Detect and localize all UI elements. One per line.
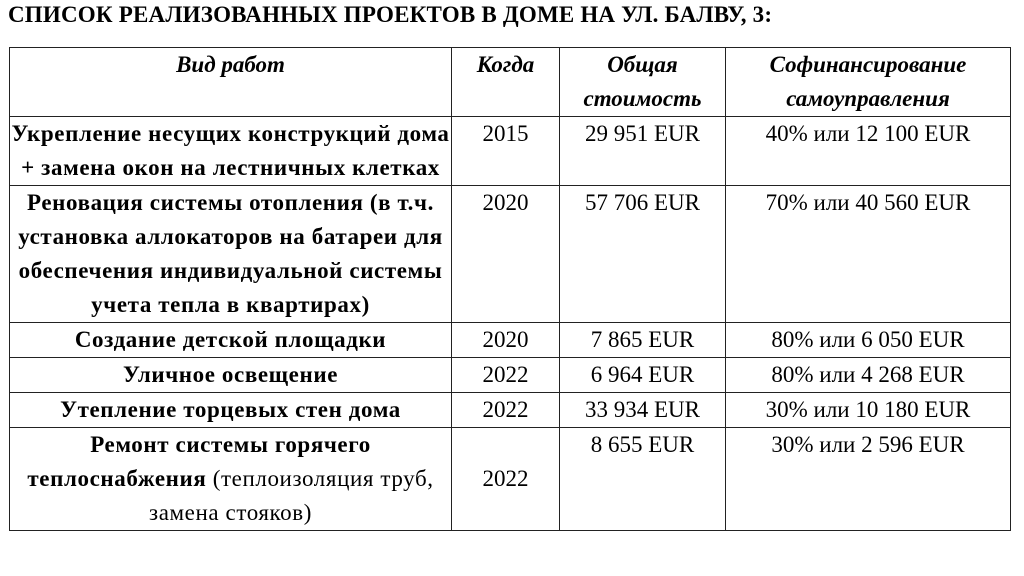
table-row (10, 393, 1011, 428)
header-when: Когда (452, 48, 560, 117)
work-note: (теплоизоляция труб, замена стояков) (149, 466, 434, 525)
cost-cell: 8 655 EUR (560, 428, 726, 531)
cost-cell: 29 951 EUR (560, 117, 726, 186)
table-header-row (10, 48, 1011, 117)
work-title: Ремонт системы горячего теплоснабжения (27, 432, 371, 491)
year-cell: 2020 (452, 323, 560, 358)
year-cell: 2015 (452, 117, 560, 186)
table-row (10, 358, 1011, 393)
cost-cell: 7 865 EUR (560, 323, 726, 358)
work-cell: Уличное освещение (10, 358, 452, 393)
table-row (10, 117, 1011, 186)
header-cost: Общая стоимость (560, 48, 726, 117)
work-cell: Укрепление несущих конструкций дома + замена окон на лестничных клетках (10, 117, 452, 186)
cost-cell: 57 706 EUR (560, 186, 726, 323)
cost-cell: 6 964 EUR (560, 358, 726, 393)
cofinancing-cell: 80% или 4 268 EUR (726, 358, 1011, 393)
cofinancing-cell: 30% или 2 596 EUR (726, 428, 1011, 531)
work-cell: Реновация системы отопления (в т.ч. установка аллокаторов на батареи для обеспечения индивидуальной системы учета тепла в квартирах) (10, 186, 452, 323)
year-cell: 2022 (452, 393, 560, 428)
year-cell: 2022 (452, 358, 560, 393)
cofinancing-cell: 40% или 12 100 EUR (726, 117, 1011, 186)
page-title: СПИСОК РЕАЛИЗОВАННЫХ ПРОЕКТОВ В ДОМЕ НА УЛ. БАЛВУ, 3: (8, 2, 773, 27)
year-cell: 2020 (452, 186, 560, 323)
cost-cell: 33 934 EUR (560, 393, 726, 428)
cofinancing-cell: 80% или 6 050 EUR (726, 323, 1011, 358)
year-cell: 2022 (452, 428, 560, 531)
projects-table (9, 47, 1011, 531)
header-cofinancing: Софинансирование самоуправления (726, 48, 1011, 117)
table-row (10, 186, 1011, 323)
work-cell: Утепление торцевых стен дома (10, 393, 452, 428)
header-work: Вид работ (10, 48, 452, 117)
cofinancing-cell: 70% или 40 560 EUR (726, 186, 1011, 323)
table-row (10, 323, 1011, 358)
work-cell: Создание детской площадки (10, 323, 452, 358)
work-cell (10, 428, 452, 531)
cofinancing-cell: 30% или 10 180 EUR (726, 393, 1011, 428)
table-row (10, 428, 1011, 531)
